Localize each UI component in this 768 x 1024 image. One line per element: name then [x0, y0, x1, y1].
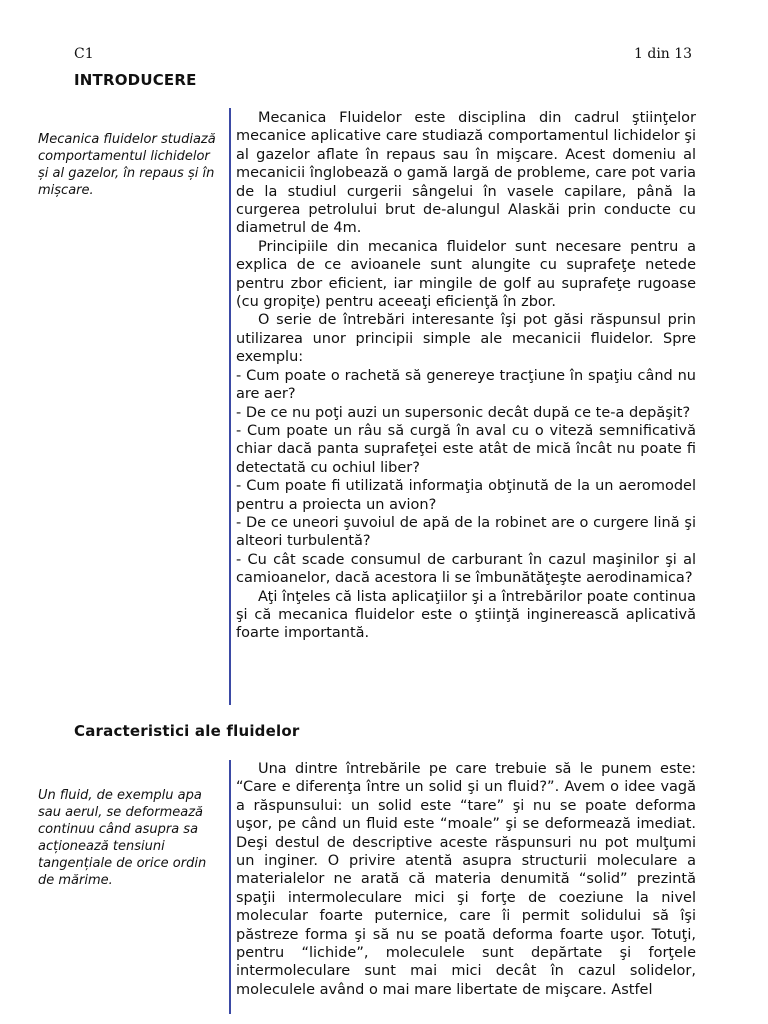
- question-item: - Cum poate fi utilizată informaţia obţinută de la un aeromodel pentru a proiecta un avion?: [236, 478, 696, 513]
- paragraph: Una dintre întrebările pe care trebuie să le punem este: “Care e diferenţa între un solid şi un fluid?”. Avem o idee vagă a răspunsului: un solid este “tare” şi nu se poate deforma uşor, pe când un fluid este “moale” şi se deformează imediat. Deşi destul de descriptive aceste răspunsuri nu pot mulţumi un inginer. O privire atentă asupra structurii moleculare a materialelor ne arată că materia denumită “solid” prezintă spaţii intermoleculare mici şi forţe de coeziune la nivel molecular foarte puternice, care îi permit solidului să îşi păstreze forma şi să nu se poată deforma foarte uşor. Totuţi, pentru “lichide”, moleculele sunt depărtate şi forţele intermoleculare sunt mai mici decât în cazul solidelor, moleculele având o mai mare libertate de mişcare. Astfel: [236, 761, 696, 998]
- question-item: - Cum poate un râu să curgă în aval cu o viteză semnificativă chiar dacă panta suprafeţei este atât de mică încât nu poate fi detectată cu ochiul liber?: [236, 422, 696, 476]
- page-header-left: C1: [74, 46, 94, 62]
- question-item: - Cu cât scade consumul de carburant în cazul maşinilor şi al camioanelor, dacă acestora li se îmbunătăţeşte aerodinamica?: [236, 551, 696, 587]
- question-item: - Cum poate o rachetă să genereye tracţiune în spaţiu când nu are aer?: [236, 367, 696, 403]
- paragraph: Mecanica Fluidelor este disciplina din cadrul ştiinţelor mecanice aplicative care studiază comportamentul lichidelor şi al gazelor aflate în repaus sau în mişcare. Acest domeniu al mecanicii înglobează o gamă largă de probleme, care pot varia de la studiul curgerii sângelui în vasele capilare, până la curgerea petrolului brut de-alungul Alaskăi prin conducte cu diametrul de 4m.: [236, 110, 696, 237]
- paragraph: O serie de întrebări interesante îşi pot găsi răspunsul prin utilizarea unor principii simple ale mecanicii fluidelor. Spre exemplu:: [236, 312, 696, 366]
- question-item: - De ce nu poţi auzi un supersonic decât după ce te-a depăşit?: [236, 404, 691, 421]
- margin-rule-2: [229, 760, 231, 1014]
- section-heading-caracteristici: Caracteristici ale fluidelor: [74, 722, 300, 740]
- paragraph: Principiile din mecanica fluidelor sunt necesare pentru a explica de ce avioanele sunt alungite cu suprafeţe netede pentru zbor eficient, iar mingile de golf au suprafeţe rugoase (cu gropiţe) pentru aceeaţi eficienţă în zbor.: [236, 238, 696, 311]
- paragraph: Aţi înţeles că lista aplicaţiilor şi a întrebărilor poate continua şi că mecanica fluidelor este o ştiinţă inginerească aplicativă foarte importantă.: [236, 588, 696, 642]
- question-item: - De ce uneori şuvoiul de apă de la robinet are o curgere lină şi alteori turbulentă?: [236, 514, 696, 550]
- section-heading-introducere: INTRODUCERE: [74, 71, 197, 89]
- body-text-2: [236, 760, 696, 999]
- page-number: 1 din 13: [634, 46, 693, 62]
- body-text-1: [236, 109, 696, 643]
- margin-note-1: Mecanica fluidelor studiază comportamentul lichidelor și al gazelor, în repaus și în mișcare.: [38, 132, 216, 198]
- margin-rule-1: [229, 108, 231, 705]
- margin-note-2: Un fluid, de exemplu apa sau aerul, se deformează continuu când asupra sa acționează tensiuni tangențiale de orice ordin de mărime.: [38, 788, 207, 888]
